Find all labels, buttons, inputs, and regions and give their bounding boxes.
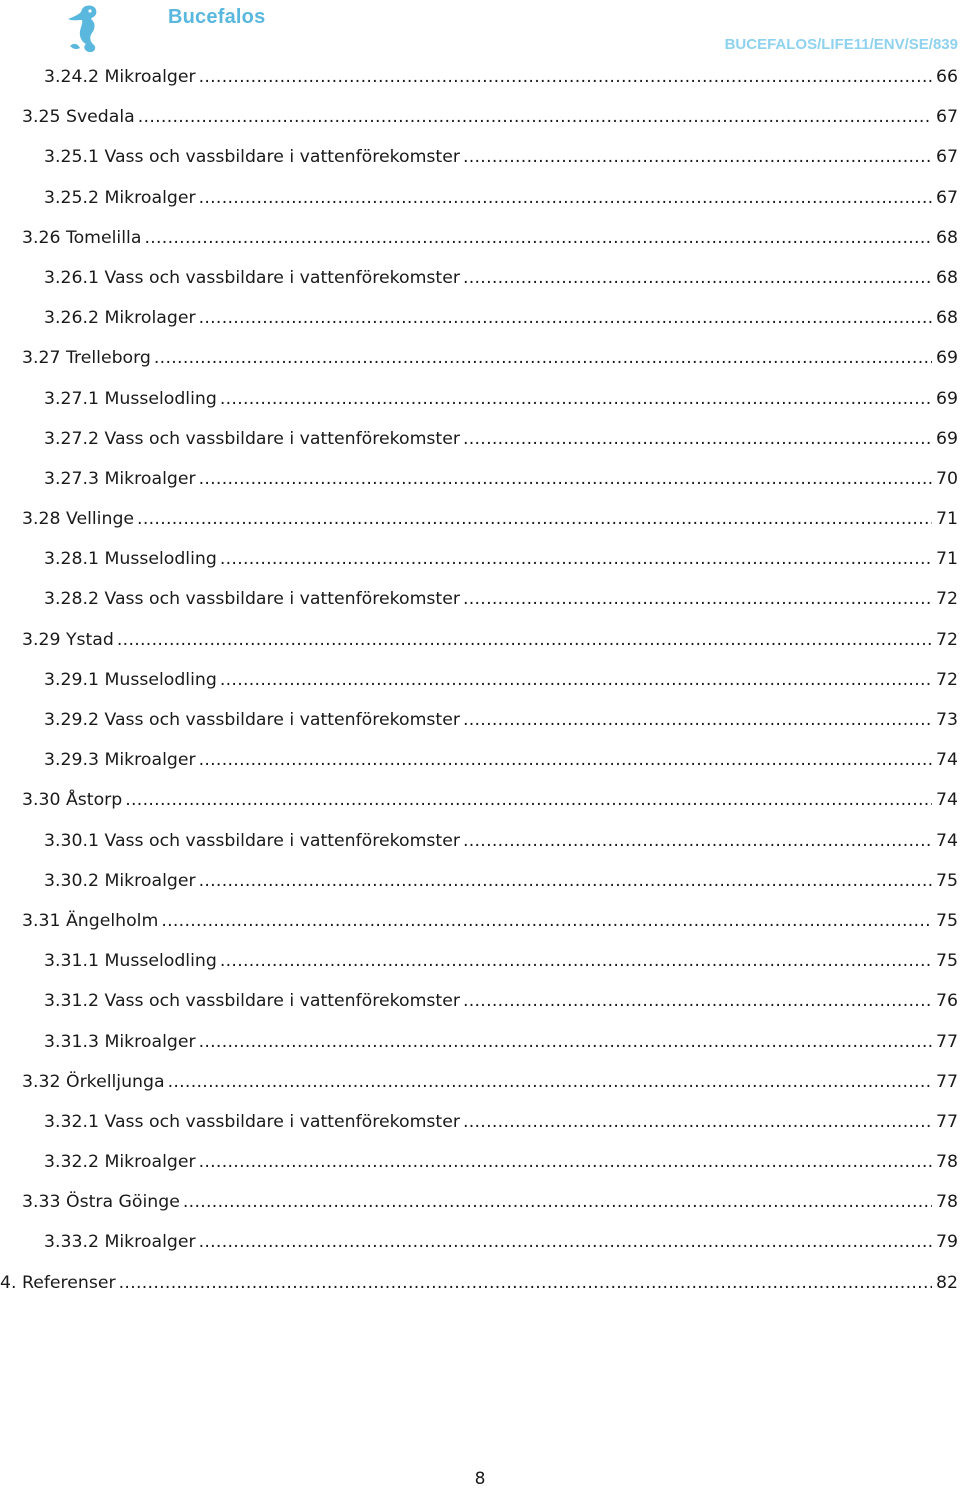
toc-entry-page: 75: [936, 870, 958, 891]
toc-entry-page: 71: [936, 509, 958, 530]
toc-entry[interactable]: [0, 1072, 960, 1112]
toc-dot-leader: [119, 1273, 932, 1293]
toc-dot-leader: [220, 670, 932, 690]
toc-entry-page: 78: [936, 1192, 958, 1213]
toc-dot-leader: [463, 589, 932, 609]
toc-entry[interactable]: [0, 630, 960, 670]
toc-dot-leader: [199, 1232, 932, 1252]
toc-dot-leader: [199, 750, 932, 770]
toc-entry-label: 3.31.3 Mikroalger: [44, 1031, 196, 1052]
toc-dot-leader: [463, 429, 932, 449]
toc-entry-page: 67: [936, 107, 958, 128]
toc-entry[interactable]: [0, 1273, 960, 1313]
toc-dot-leader: [161, 911, 932, 931]
toc-entry-label: 3.29.1 Musselodling: [44, 669, 217, 690]
toc-entry[interactable]: [0, 107, 960, 147]
toc-entry-page: 78: [936, 1152, 958, 1173]
seahorse-icon: [62, 2, 106, 56]
toc-dot-leader: [183, 1192, 932, 1212]
toc-entry-label: 3.29.3 Mikroalger: [44, 750, 196, 771]
toc-dot-leader: [117, 630, 932, 650]
toc-entry[interactable]: [0, 549, 960, 589]
toc-entry[interactable]: [0, 1232, 960, 1272]
toc-entry[interactable]: [0, 1112, 960, 1152]
toc-dot-leader: [199, 188, 932, 208]
toc-dot-leader: [463, 147, 932, 167]
toc-entry-page: 67: [936, 187, 958, 208]
toc-entry-label: 3.26 Tomelilla: [22, 227, 142, 248]
toc-entry-label: 3.32 Örkelljunga: [22, 1071, 165, 1092]
toc-dot-leader: [168, 1072, 932, 1092]
toc-entry-label: 3.31.2 Vass och vassbildare i vattenförekomster: [44, 991, 460, 1012]
toc-entry-label: 3.28.1 Musselodling: [44, 549, 217, 570]
toc-entry[interactable]: [0, 228, 960, 268]
logo-text: Bucefalos: [168, 6, 266, 28]
toc-entry-label: 3.28.2 Vass och vassbildare i vattenförekomster: [44, 589, 460, 610]
toc-entry[interactable]: [0, 670, 960, 710]
toc-entry-label: 3.24.2 Mikroalger: [44, 67, 196, 87]
toc-entry-page: 73: [936, 710, 958, 730]
toc-entry-label: 3.25.1 Vass och vassbildare i vattenförekomster: [44, 147, 460, 168]
toc-entry-label: 4. Referenser: [0, 1272, 116, 1293]
toc-entry-label: 3.30 Åstorp: [22, 790, 123, 811]
toc-entry-page: 77: [936, 1031, 958, 1052]
toc-dot-leader: [199, 469, 932, 489]
toc-dot-leader: [220, 951, 932, 971]
toc-entry[interactable]: [0, 1152, 960, 1192]
toc-dot-leader: [199, 308, 932, 328]
toc-entry[interactable]: [0, 589, 960, 629]
toc-dot-leader: [199, 67, 932, 87]
toc-entry-page: 71: [936, 549, 958, 570]
toc-entry-label: 3.29.2 Vass och vassbildare i vattenförekomster: [44, 710, 460, 730]
toc-entry-page: 82: [936, 1272, 958, 1293]
toc-entry-label: 3.29 Ystad: [22, 629, 114, 650]
toc-dot-leader: [138, 107, 932, 127]
toc-entry-label: 3.27.1 Musselodling: [44, 388, 217, 409]
toc-entry[interactable]: [0, 710, 960, 750]
toc-entry[interactable]: [0, 750, 960, 790]
toc-entry-page: 72: [936, 589, 958, 610]
toc-dot-leader: [199, 1032, 932, 1052]
toc-dot-leader: [463, 991, 932, 1011]
toc-entry-page: 68: [936, 267, 958, 288]
toc-entry[interactable]: [0, 308, 960, 348]
toc-entry[interactable]: [0, 911, 960, 951]
toc-dot-leader: [137, 509, 932, 529]
toc-entry[interactable]: [0, 67, 960, 107]
toc-entry-page: 74: [936, 750, 958, 771]
toc-dot-leader: [463, 268, 932, 288]
toc-entry[interactable]: [0, 348, 960, 388]
toc-entry-page: 74: [936, 830, 958, 851]
toc-dot-leader: [144, 228, 932, 248]
toc-dot-leader: [463, 710, 932, 730]
toc-entry-label: 3.25.2 Mikroalger: [44, 187, 196, 208]
toc-entry-label: 3.25 Svedala: [22, 107, 135, 128]
table-of-contents: [0, 67, 960, 1313]
toc-entry[interactable]: [0, 1032, 960, 1072]
toc-entry-page: 76: [936, 991, 958, 1012]
project-reference: BUCEFALOS/LIFE11/ENV/SE/839: [724, 36, 958, 53]
toc-entry-page: 69: [936, 388, 958, 409]
toc-entry-label: 3.32.1 Vass och vassbildare i vattenförekomster: [44, 1111, 460, 1132]
toc-dot-leader: [220, 549, 932, 569]
toc-entry-label: 3.30.2 Mikroalger: [44, 870, 196, 891]
toc-entry-label: 3.31.1 Musselodling: [44, 951, 217, 972]
toc-entry[interactable]: [0, 1192, 960, 1232]
toc-entry-page: 67: [936, 147, 958, 168]
toc-entry[interactable]: [0, 790, 960, 830]
toc-dot-leader: [199, 871, 932, 891]
toc-dot-leader: [463, 831, 932, 851]
page-number: 8: [474, 1469, 486, 1489]
toc-entry-label: 3.33.2 Mikroalger: [44, 1232, 196, 1253]
toc-entry-label: 3.33 Östra Göinge: [22, 1192, 180, 1213]
toc-entry-page: 68: [936, 308, 958, 329]
toc-entry-page: 66: [936, 67, 958, 87]
toc-entry-page: 77: [936, 1071, 958, 1092]
bucefalos-logo: [62, 2, 266, 56]
toc-entry[interactable]: [0, 429, 960, 469]
toc-entry-label: 3.27.3 Mikroalger: [44, 468, 196, 489]
toc-entry[interactable]: [0, 389, 960, 429]
toc-entry[interactable]: [0, 831, 960, 871]
toc-entry[interactable]: [0, 188, 960, 228]
toc-entry-label: 3.31 Ängelholm: [22, 910, 159, 931]
toc-entry-label: 3.26.1 Vass och vassbildare i vattenförekomster: [44, 267, 460, 288]
toc-entry-label: 3.26.2 Mikrolager: [44, 308, 196, 329]
toc-entry[interactable]: [0, 147, 960, 187]
toc-entry[interactable]: [0, 268, 960, 308]
toc-entry-page: 68: [936, 227, 958, 248]
toc-entry[interactable]: [0, 991, 960, 1031]
toc-entry-page: 79: [936, 1232, 958, 1253]
toc-entry[interactable]: [0, 469, 960, 509]
toc-dot-leader: [220, 389, 932, 409]
toc-entry-page: 70: [936, 468, 958, 489]
toc-dot-leader: [463, 1112, 932, 1132]
toc-entry-page: 72: [936, 669, 958, 690]
toc-entry[interactable]: [0, 509, 960, 549]
toc-entry-page: 69: [936, 348, 958, 369]
toc-entry-page: 77: [936, 1111, 958, 1132]
toc-dot-leader: [125, 790, 932, 810]
toc-entry-label: 3.32.2 Mikroalger: [44, 1152, 196, 1173]
toc-dot-leader: [199, 1152, 932, 1172]
toc-entry-page: 75: [936, 910, 958, 931]
toc-entry-page: 74: [936, 790, 958, 811]
toc-entry-page: 75: [936, 951, 958, 972]
toc-entry-page: 69: [936, 428, 958, 449]
toc-entry-label: 3.27 Trelleborg: [22, 348, 151, 369]
toc-dot-leader: [154, 348, 932, 368]
toc-entry[interactable]: [0, 871, 960, 911]
toc-entry-label: 3.27.2 Vass och vassbildare i vattenförekomster: [44, 428, 460, 449]
toc-entry-label: 3.30.1 Vass och vassbildare i vattenförekomster: [44, 830, 460, 851]
toc-entry[interactable]: [0, 951, 960, 991]
toc-entry-page: 72: [936, 629, 958, 650]
toc-entry-label: 3.28 Vellinge: [22, 509, 135, 530]
